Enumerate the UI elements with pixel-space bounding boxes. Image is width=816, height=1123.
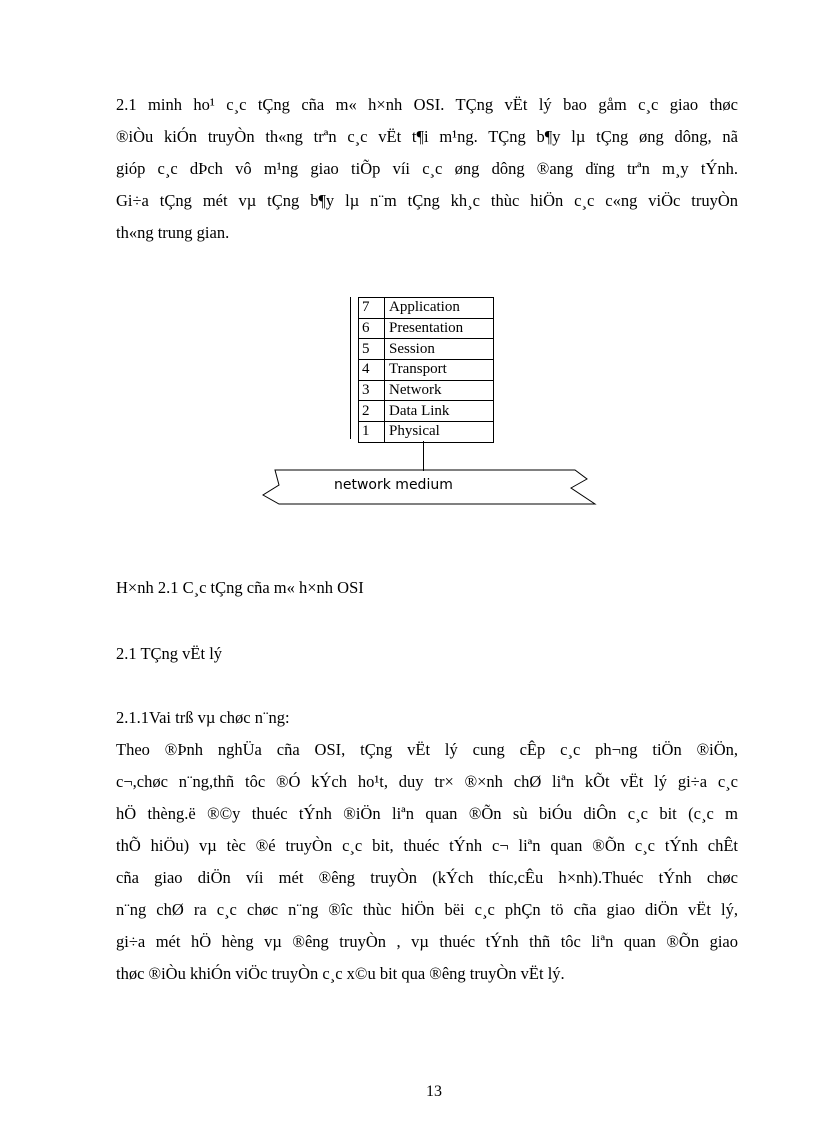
subsection-heading: 2.1.1Vai trß vµ chøc n¨ng: [116, 708, 290, 727]
text-line: cña giao diÖn víi mét ®êng truyÒn (kÝch thíc,cÊu h×nh).Thuéc tÝnh chøc [116, 868, 738, 887]
layer-row [359, 298, 494, 319]
page-number: 13 [426, 1083, 442, 1100]
osi-layer-table [358, 297, 494, 443]
layer-number: 2 [359, 401, 385, 422]
layer-row [359, 360, 494, 381]
network-medium-label: network medium [334, 477, 453, 493]
text-line: 2.1 minh ho¹ c¸c tÇng cña m« h×nh OSI. TÇng vËt lý bao gåm c¸c giao thøc [116, 95, 738, 114]
figure-caption: H×nh 2.1 C¸c tÇng cña m« h×nh OSI [116, 578, 364, 597]
text-line: Gi÷a tÇng mét vµ tÇng b¶y lµ n¨m tÇng kh¸c thùc hiÖn c¸c c«ng viÖc truyÒn [116, 191, 738, 210]
layer-name: Physical [385, 422, 494, 443]
layer-number: 7 [359, 298, 385, 319]
text-line: thÕ hiÖu) vµ tèc ®é truyÒn c¸c bit, thuéc tÝnh c¬ liªn quan ®Õn c¸c tÝnh chÊt [116, 836, 738, 855]
text-line: thøc ®iÒu khiÓn viÖc truyÒn c¸c x©u bit qua ®êng truyÒn vËt lý. [116, 964, 565, 983]
intro-paragraph [116, 89, 738, 249]
diagram-left-rule [350, 297, 351, 439]
layer-name: Data Link [385, 401, 494, 422]
layer-row [359, 318, 494, 339]
layer-name: Transport [385, 360, 494, 381]
layer-number: 4 [359, 360, 385, 381]
text-line: n¨ng chØ ra c¸c chøc n¨ng ®îc thùc hiÖn bëi c¸c phÇn tö cña giao diÖn vËt lý, [116, 900, 738, 919]
layer-row [359, 422, 494, 443]
text-line: Theo ®Þnh nghÜa cña OSI, tÇng vËt lý cung cÊp c¸c ph¬ng tiÖn ®iÖn, [116, 740, 738, 759]
text-line: th«ng trung gian. [116, 223, 230, 242]
body-paragraph [116, 734, 738, 990]
text-line: hÖ thèng.ë ®©y thuéc tÝnh ®iÖn liªn quan ®Õn sù biÓu diÔn c¸c bit (c¸c m [116, 804, 738, 823]
layer-name: Presentation [385, 318, 494, 339]
layer-row [359, 380, 494, 401]
layer-number: 3 [359, 380, 385, 401]
layer-name: Application [385, 298, 494, 319]
text-line: gióp c¸c dÞch vô m¹ng giao tiÕp víi c¸c øng dông ®ang dïng trªn m¸y tÝnh. [116, 159, 738, 178]
text-line: gi÷a mét hÖ hèng vµ ®êng truyÒn , vµ thuéc tÝnh thñ tôc liªn quan ®Õn giao [116, 932, 738, 951]
layer-name: Network [385, 380, 494, 401]
layer-number: 5 [359, 339, 385, 360]
layer-number: 1 [359, 422, 385, 443]
text-line: ®iÒu kiÓn truyÒn th«ng trªn c¸c vËt t¶i m¹ng. TÇng b¶y lµ tÇng øng dông, nã [116, 127, 738, 146]
text-line: c¬,chøc n¨ng,thñ tôc ®Ó kÝch ho¹t, duy tr× ®×nh chØ liªn kÕt vËt lý gi÷a c¸c [116, 772, 738, 791]
layer-number: 6 [359, 318, 385, 339]
layer-row [359, 401, 494, 422]
layer-name: Session [385, 339, 494, 360]
layer-row [359, 339, 494, 360]
section-heading: 2.1 TÇng vËt lý [116, 644, 223, 663]
